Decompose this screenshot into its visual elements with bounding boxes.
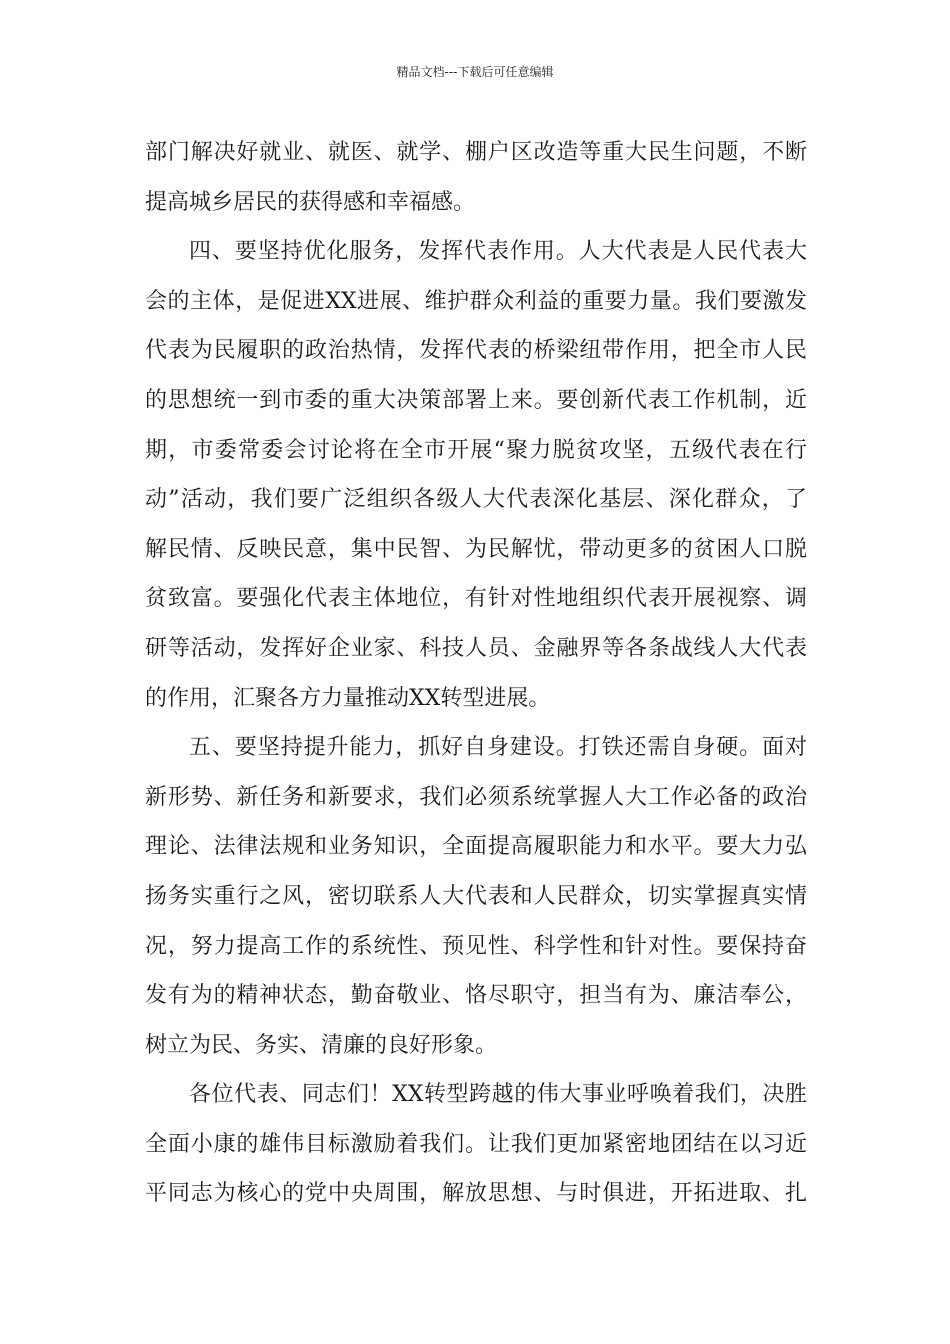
- text-line: 研等活动，发挥好企业家、科技人员、金融界等各条战线人大代表: [145, 635, 807, 661]
- text-line: 树立为民、务实、清廉的良好形象。: [145, 1032, 498, 1058]
- text-line: 的作用，汇聚各方力量推动XX转型进展。: [145, 685, 551, 711]
- text-line: 况，努力提高工作的系统性、预见性、科学性和针对性。要保持奋: [145, 933, 807, 959]
- text-line: 提高城乡居民的获得感和幸福感。: [145, 189, 476, 215]
- document-body: [145, 128, 807, 1219]
- text-line: 部门解决好就业、就医、就学、棚户区改造等重大民生问题，不断: [145, 140, 807, 165]
- text-line: 扬务实重行之风，密切联系人大代表和人民群众，切实掌握真实情: [145, 883, 807, 909]
- page-header: 精品文档---下载后可任意编辑: [396, 65, 554, 79]
- text-line: 代表为民履职的政治热情，发挥代表的桥梁纽带作用，把全市人民: [145, 338, 807, 364]
- text-line: 贫致富。要强化代表主体地位，有针对性地组织代表开展视察、调: [145, 586, 807, 612]
- paragraph-first-line: 五、要坚持提升能力，抓好自身建设。打铁还需自身硬。面对: [189, 735, 807, 761]
- paragraph-first-line: 各位代表、同志们！XX转型跨越的伟大事业呼唤着我们，决胜: [189, 1082, 807, 1108]
- text-line: 的思想统一到市委的重大决策部署上来。要创新代表工作机制，近: [145, 387, 807, 413]
- text-line: 理论、法律法规和业务知识，全面提高履职能力和水平。要大力弘: [145, 834, 807, 860]
- text-line: 动”活动，我们要广泛组织各级人大代表深化基层、深化群众，了: [145, 487, 807, 513]
- paragraph-first-line: 四、要坚持优化服务，发挥代表作用。人大代表是人民代表大: [189, 239, 807, 265]
- text-line: 平同志为核心的党中央周围，解放思想、与时俱进，开拓进取、扎: [145, 1181, 807, 1207]
- text-line: 全面小康的雄伟目标激励着我们。让我们更加紧密地团结在以习近: [145, 1131, 807, 1157]
- text-line: 期，市委常委会讨论将在全市开展“聚力脱贫攻坚，五级代表在行: [145, 437, 807, 463]
- text-line: 新形势、新任务和新要求，我们必须系统掌握人大工作必备的政治: [145, 784, 807, 810]
- text-line: 发有为的精神状态，勤奋敬业、恪尽职守，担当有为、廉洁奉公，: [145, 983, 807, 1009]
- text-line: 解民情、反映民意，集中民智、为民解忧，带动更多的贫困人口脱: [145, 536, 807, 562]
- text-line: 会的主体，是促进XX进展、维护群众利益的重要力量。我们要激发: [145, 288, 807, 314]
